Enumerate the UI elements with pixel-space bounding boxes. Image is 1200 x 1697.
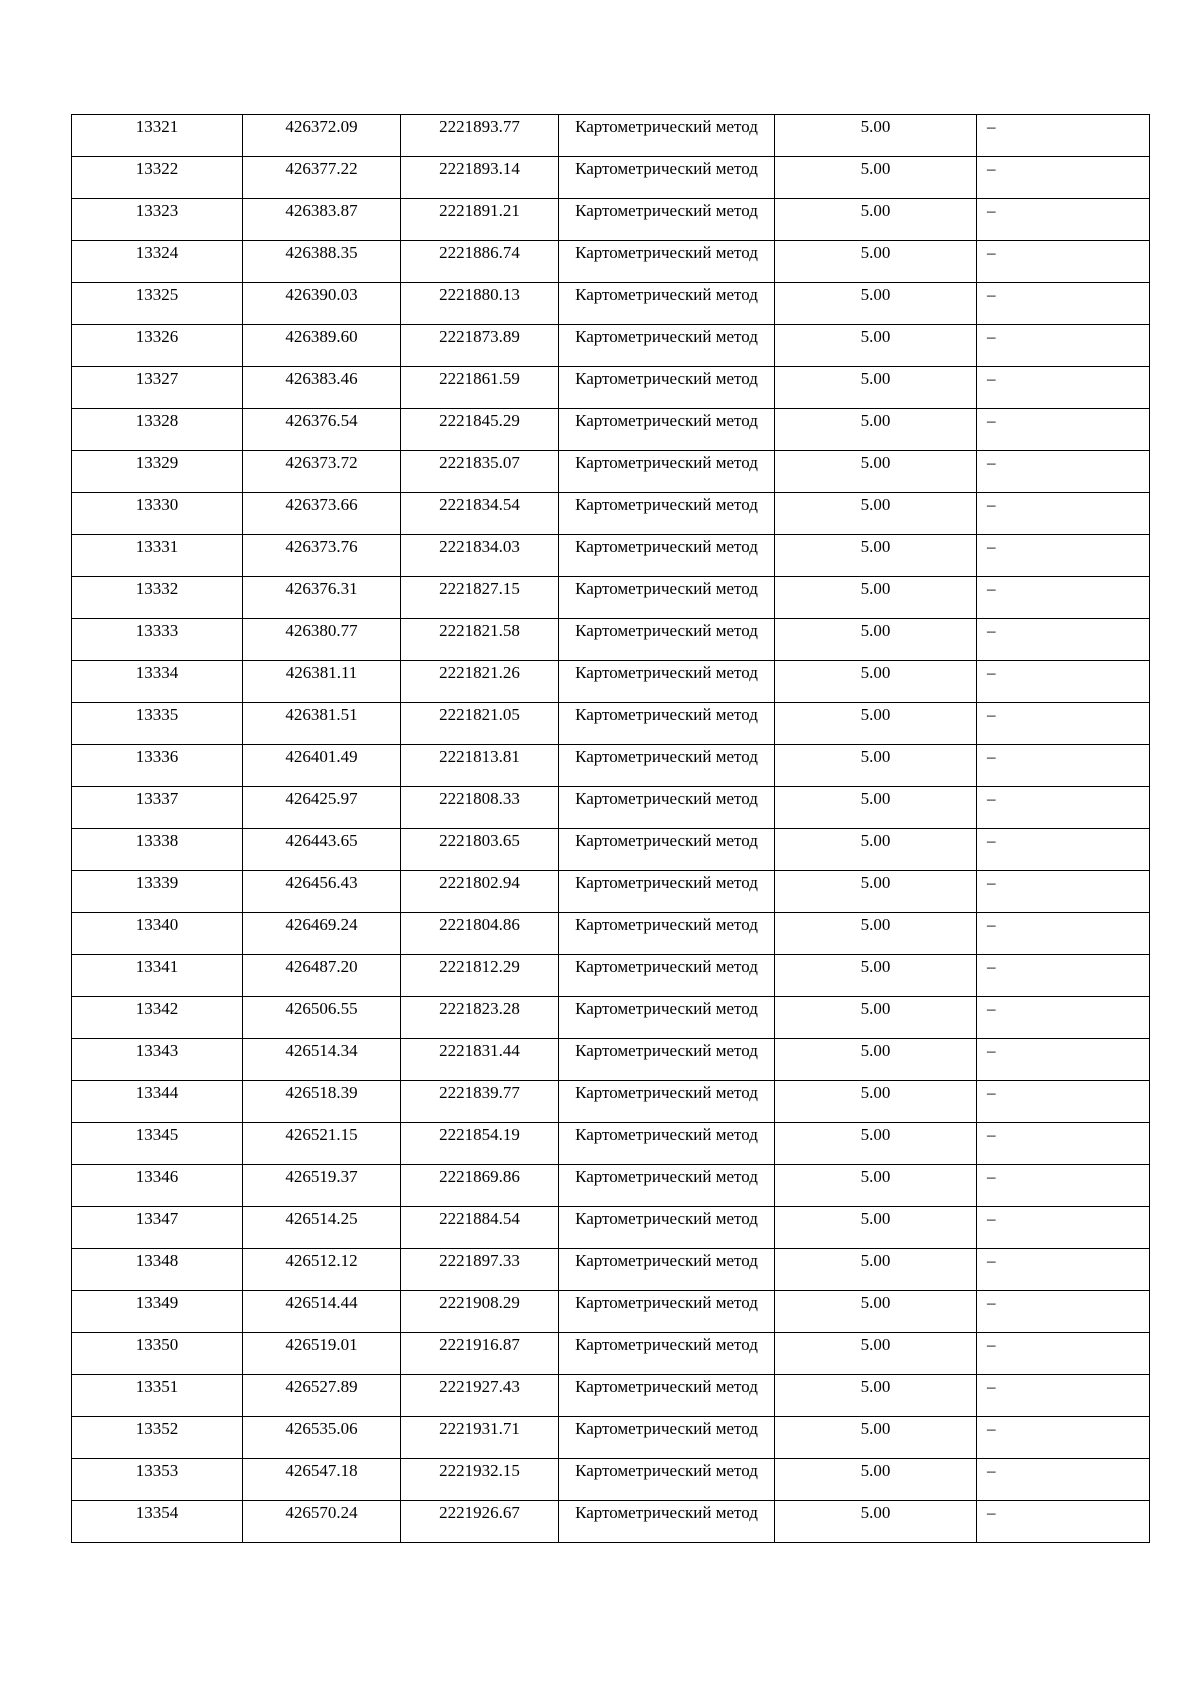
x-coordinate-cell: 426381.51 [243,703,401,745]
description-cell: – [977,1123,1150,1165]
precision-cell: 5.00 [775,703,977,745]
description-cell: – [977,1333,1150,1375]
y-coordinate-cell: 2221908.29 [401,1291,559,1333]
x-coordinate-cell: 426373.72 [243,451,401,493]
precision-cell: 5.00 [775,493,977,535]
method-cell: Картометрический метод [559,913,775,955]
coordinates-table [71,114,1150,1543]
point-number-cell: 13343 [72,1039,243,1081]
precision-cell: 5.00 [775,661,977,703]
x-coordinate-cell: 426389.60 [243,325,401,367]
y-coordinate-cell: 2221803.65 [401,829,559,871]
x-coordinate-cell: 426401.49 [243,745,401,787]
description-cell: – [977,451,1150,493]
x-coordinate-cell: 426506.55 [243,997,401,1039]
y-coordinate-cell: 2221886.74 [401,241,559,283]
method-cell: Картометрический метод [559,1333,775,1375]
point-number-cell: 13351 [72,1375,243,1417]
description-cell: – [977,1417,1150,1459]
precision-cell: 5.00 [775,1333,977,1375]
description-cell: – [977,703,1150,745]
method-cell: Картометрический метод [559,1249,775,1291]
table-row [72,1081,1150,1123]
precision-cell: 5.00 [775,913,977,955]
method-cell: Картометрический метод [559,325,775,367]
y-coordinate-cell: 2221821.05 [401,703,559,745]
precision-cell: 5.00 [775,409,977,451]
y-coordinate-cell: 2221804.86 [401,913,559,955]
description-cell: – [977,577,1150,619]
x-coordinate-cell: 426377.22 [243,157,401,199]
x-coordinate-cell: 426527.89 [243,1375,401,1417]
method-cell: Картометрический метод [559,283,775,325]
point-number-cell: 13338 [72,829,243,871]
description-cell: – [977,829,1150,871]
description-cell: – [977,1291,1150,1333]
table-row [72,1375,1150,1417]
precision-cell: 5.00 [775,955,977,997]
table-row [72,409,1150,451]
table-row [72,703,1150,745]
description-cell: – [977,1249,1150,1291]
method-cell: Картометрический метод [559,1291,775,1333]
point-number-cell: 13325 [72,283,243,325]
y-coordinate-cell: 2221926.67 [401,1501,559,1543]
y-coordinate-cell: 2221839.77 [401,1081,559,1123]
precision-cell: 5.00 [775,577,977,619]
table-row [72,199,1150,241]
y-coordinate-cell: 2221827.15 [401,577,559,619]
point-number-cell: 13329 [72,451,243,493]
y-coordinate-cell: 2221873.89 [401,325,559,367]
point-number-cell: 13336 [72,745,243,787]
x-coordinate-cell: 426570.24 [243,1501,401,1543]
table-row [72,1123,1150,1165]
description-cell: – [977,871,1150,913]
method-cell: Картометрический метод [559,1375,775,1417]
method-cell: Картометрический метод [559,1081,775,1123]
method-cell: Картометрический метод [559,367,775,409]
description-cell: – [977,787,1150,829]
method-cell: Картометрический метод [559,1123,775,1165]
description-cell: – [977,745,1150,787]
precision-cell: 5.00 [775,1039,977,1081]
point-number-cell: 13322 [72,157,243,199]
point-number-cell: 13324 [72,241,243,283]
point-number-cell: 13335 [72,703,243,745]
point-number-cell: 13339 [72,871,243,913]
method-cell: Картометрический метод [559,661,775,703]
y-coordinate-cell: 2221927.43 [401,1375,559,1417]
description-cell: – [977,283,1150,325]
precision-cell: 5.00 [775,241,977,283]
table-row [72,745,1150,787]
description-cell: – [977,1165,1150,1207]
table-row [72,955,1150,997]
table-row [72,619,1150,661]
y-coordinate-cell: 2221808.33 [401,787,559,829]
description-cell: – [977,1501,1150,1543]
method-cell: Картометрический метод [559,1459,775,1501]
table-row [72,115,1150,157]
precision-cell: 5.00 [775,535,977,577]
method-cell: Картометрический метод [559,871,775,913]
y-coordinate-cell: 2221916.87 [401,1333,559,1375]
y-coordinate-cell: 2221845.29 [401,409,559,451]
point-number-cell: 13345 [72,1123,243,1165]
y-coordinate-cell: 2221897.33 [401,1249,559,1291]
method-cell: Картометрический метод [559,451,775,493]
y-coordinate-cell: 2221931.71 [401,1417,559,1459]
x-coordinate-cell: 426512.12 [243,1249,401,1291]
description-cell: – [977,619,1150,661]
method-cell: Картометрический метод [559,997,775,1039]
y-coordinate-cell: 2221831.44 [401,1039,559,1081]
point-number-cell: 13321 [72,115,243,157]
y-coordinate-cell: 2221813.81 [401,745,559,787]
x-coordinate-cell: 426514.34 [243,1039,401,1081]
x-coordinate-cell: 426456.43 [243,871,401,913]
method-cell: Картометрический метод [559,1207,775,1249]
table-row [72,1459,1150,1501]
precision-cell: 5.00 [775,115,977,157]
x-coordinate-cell: 426519.37 [243,1165,401,1207]
point-number-cell: 13347 [72,1207,243,1249]
table-row [72,241,1150,283]
table-row [72,829,1150,871]
precision-cell: 5.00 [775,325,977,367]
method-cell: Картометрический метод [559,115,775,157]
x-coordinate-cell: 426380.77 [243,619,401,661]
precision-cell: 5.00 [775,283,977,325]
description-cell: – [977,1207,1150,1249]
y-coordinate-cell: 2221835.07 [401,451,559,493]
x-coordinate-cell: 426535.06 [243,1417,401,1459]
method-cell: Картометрический метод [559,241,775,283]
description-cell: – [977,325,1150,367]
table-row [72,1207,1150,1249]
method-cell: Картометрический метод [559,955,775,997]
method-cell: Картометрический метод [559,619,775,661]
precision-cell: 5.00 [775,1249,977,1291]
precision-cell: 5.00 [775,997,977,1039]
x-coordinate-cell: 426383.46 [243,367,401,409]
precision-cell: 5.00 [775,1123,977,1165]
table-row [72,913,1150,955]
precision-cell: 5.00 [775,157,977,199]
description-cell: – [977,199,1150,241]
table-row [72,577,1150,619]
coordinates-table-body [72,115,1150,1543]
description-cell: – [977,241,1150,283]
y-coordinate-cell: 2221861.59 [401,367,559,409]
description-cell: – [977,1081,1150,1123]
x-coordinate-cell: 426514.25 [243,1207,401,1249]
description-cell: – [977,493,1150,535]
x-coordinate-cell: 426443.65 [243,829,401,871]
point-number-cell: 13333 [72,619,243,661]
method-cell: Картометрический метод [559,199,775,241]
y-coordinate-cell: 2221891.21 [401,199,559,241]
x-coordinate-cell: 426390.03 [243,283,401,325]
point-number-cell: 13350 [72,1333,243,1375]
table-row [72,1501,1150,1543]
y-coordinate-cell: 2221893.14 [401,157,559,199]
point-number-cell: 13334 [72,661,243,703]
y-coordinate-cell: 2221880.13 [401,283,559,325]
x-coordinate-cell: 426425.97 [243,787,401,829]
method-cell: Картометрический метод [559,1417,775,1459]
precision-cell: 5.00 [775,871,977,913]
point-number-cell: 13348 [72,1249,243,1291]
description-cell: – [977,367,1150,409]
method-cell: Картометрический метод [559,577,775,619]
description-cell: – [977,1375,1150,1417]
y-coordinate-cell: 2221821.26 [401,661,559,703]
table-row [72,325,1150,367]
x-coordinate-cell: 426381.11 [243,661,401,703]
method-cell: Картометрический метод [559,787,775,829]
method-cell: Картометрический метод [559,1501,775,1543]
point-number-cell: 13332 [72,577,243,619]
point-number-cell: 13328 [72,409,243,451]
y-coordinate-cell: 2221802.94 [401,871,559,913]
point-number-cell: 13349 [72,1291,243,1333]
x-coordinate-cell: 426521.15 [243,1123,401,1165]
description-cell: – [977,661,1150,703]
table-row [72,661,1150,703]
description-cell: – [977,1039,1150,1081]
precision-cell: 5.00 [775,1459,977,1501]
method-cell: Картометрический метод [559,409,775,451]
y-coordinate-cell: 2221854.19 [401,1123,559,1165]
method-cell: Картометрический метод [559,493,775,535]
table-row [72,1249,1150,1291]
table-row [72,1165,1150,1207]
x-coordinate-cell: 426518.39 [243,1081,401,1123]
description-cell: – [977,535,1150,577]
table-row [72,535,1150,577]
point-number-cell: 13341 [72,955,243,997]
point-number-cell: 13354 [72,1501,243,1543]
point-number-cell: 13337 [72,787,243,829]
x-coordinate-cell: 426373.76 [243,535,401,577]
y-coordinate-cell: 2221869.86 [401,1165,559,1207]
precision-cell: 5.00 [775,451,977,493]
x-coordinate-cell: 426373.66 [243,493,401,535]
x-coordinate-cell: 426469.24 [243,913,401,955]
y-coordinate-cell: 2221823.28 [401,997,559,1039]
x-coordinate-cell: 426376.54 [243,409,401,451]
description-cell: – [977,157,1150,199]
x-coordinate-cell: 426376.31 [243,577,401,619]
point-number-cell: 13331 [72,535,243,577]
table-row [72,157,1150,199]
precision-cell: 5.00 [775,1207,977,1249]
method-cell: Картометрический метод [559,829,775,871]
method-cell: Картометрический метод [559,157,775,199]
method-cell: Картометрический метод [559,535,775,577]
point-number-cell: 13340 [72,913,243,955]
precision-cell: 5.00 [775,1417,977,1459]
table-row [72,1039,1150,1081]
precision-cell: 5.00 [775,745,977,787]
description-cell: – [977,409,1150,451]
point-number-cell: 13330 [72,493,243,535]
y-coordinate-cell: 2221932.15 [401,1459,559,1501]
table-row [72,493,1150,535]
point-number-cell: 13323 [72,199,243,241]
precision-cell: 5.00 [775,1081,977,1123]
x-coordinate-cell: 426519.01 [243,1333,401,1375]
table-row [72,451,1150,493]
table-row [72,997,1150,1039]
x-coordinate-cell: 426547.18 [243,1459,401,1501]
precision-cell: 5.00 [775,199,977,241]
y-coordinate-cell: 2221834.03 [401,535,559,577]
x-coordinate-cell: 426388.35 [243,241,401,283]
point-number-cell: 13342 [72,997,243,1039]
precision-cell: 5.00 [775,829,977,871]
point-number-cell: 13327 [72,367,243,409]
y-coordinate-cell: 2221893.77 [401,115,559,157]
precision-cell: 5.00 [775,1375,977,1417]
precision-cell: 5.00 [775,787,977,829]
point-number-cell: 13353 [72,1459,243,1501]
method-cell: Картометрический метод [559,1039,775,1081]
y-coordinate-cell: 2221821.58 [401,619,559,661]
precision-cell: 5.00 [775,619,977,661]
table-row [72,871,1150,913]
precision-cell: 5.00 [775,1165,977,1207]
precision-cell: 5.00 [775,367,977,409]
table-row [72,283,1150,325]
description-cell: – [977,913,1150,955]
table-row [72,787,1150,829]
point-number-cell: 13344 [72,1081,243,1123]
table-row [72,1333,1150,1375]
table-row [72,1417,1150,1459]
y-coordinate-cell: 2221812.29 [401,955,559,997]
description-cell: – [977,115,1150,157]
point-number-cell: 13352 [72,1417,243,1459]
x-coordinate-cell: 426487.20 [243,955,401,997]
table-row [72,1291,1150,1333]
table-row [72,367,1150,409]
precision-cell: 5.00 [775,1291,977,1333]
y-coordinate-cell: 2221884.54 [401,1207,559,1249]
method-cell: Картометрический метод [559,703,775,745]
x-coordinate-cell: 426372.09 [243,115,401,157]
x-coordinate-cell: 426383.87 [243,199,401,241]
description-cell: – [977,1459,1150,1501]
method-cell: Картометрический метод [559,745,775,787]
precision-cell: 5.00 [775,1501,977,1543]
y-coordinate-cell: 2221834.54 [401,493,559,535]
description-cell: – [977,955,1150,997]
x-coordinate-cell: 426514.44 [243,1291,401,1333]
method-cell: Картометрический метод [559,1165,775,1207]
point-number-cell: 13326 [72,325,243,367]
description-cell: – [977,997,1150,1039]
point-number-cell: 13346 [72,1165,243,1207]
